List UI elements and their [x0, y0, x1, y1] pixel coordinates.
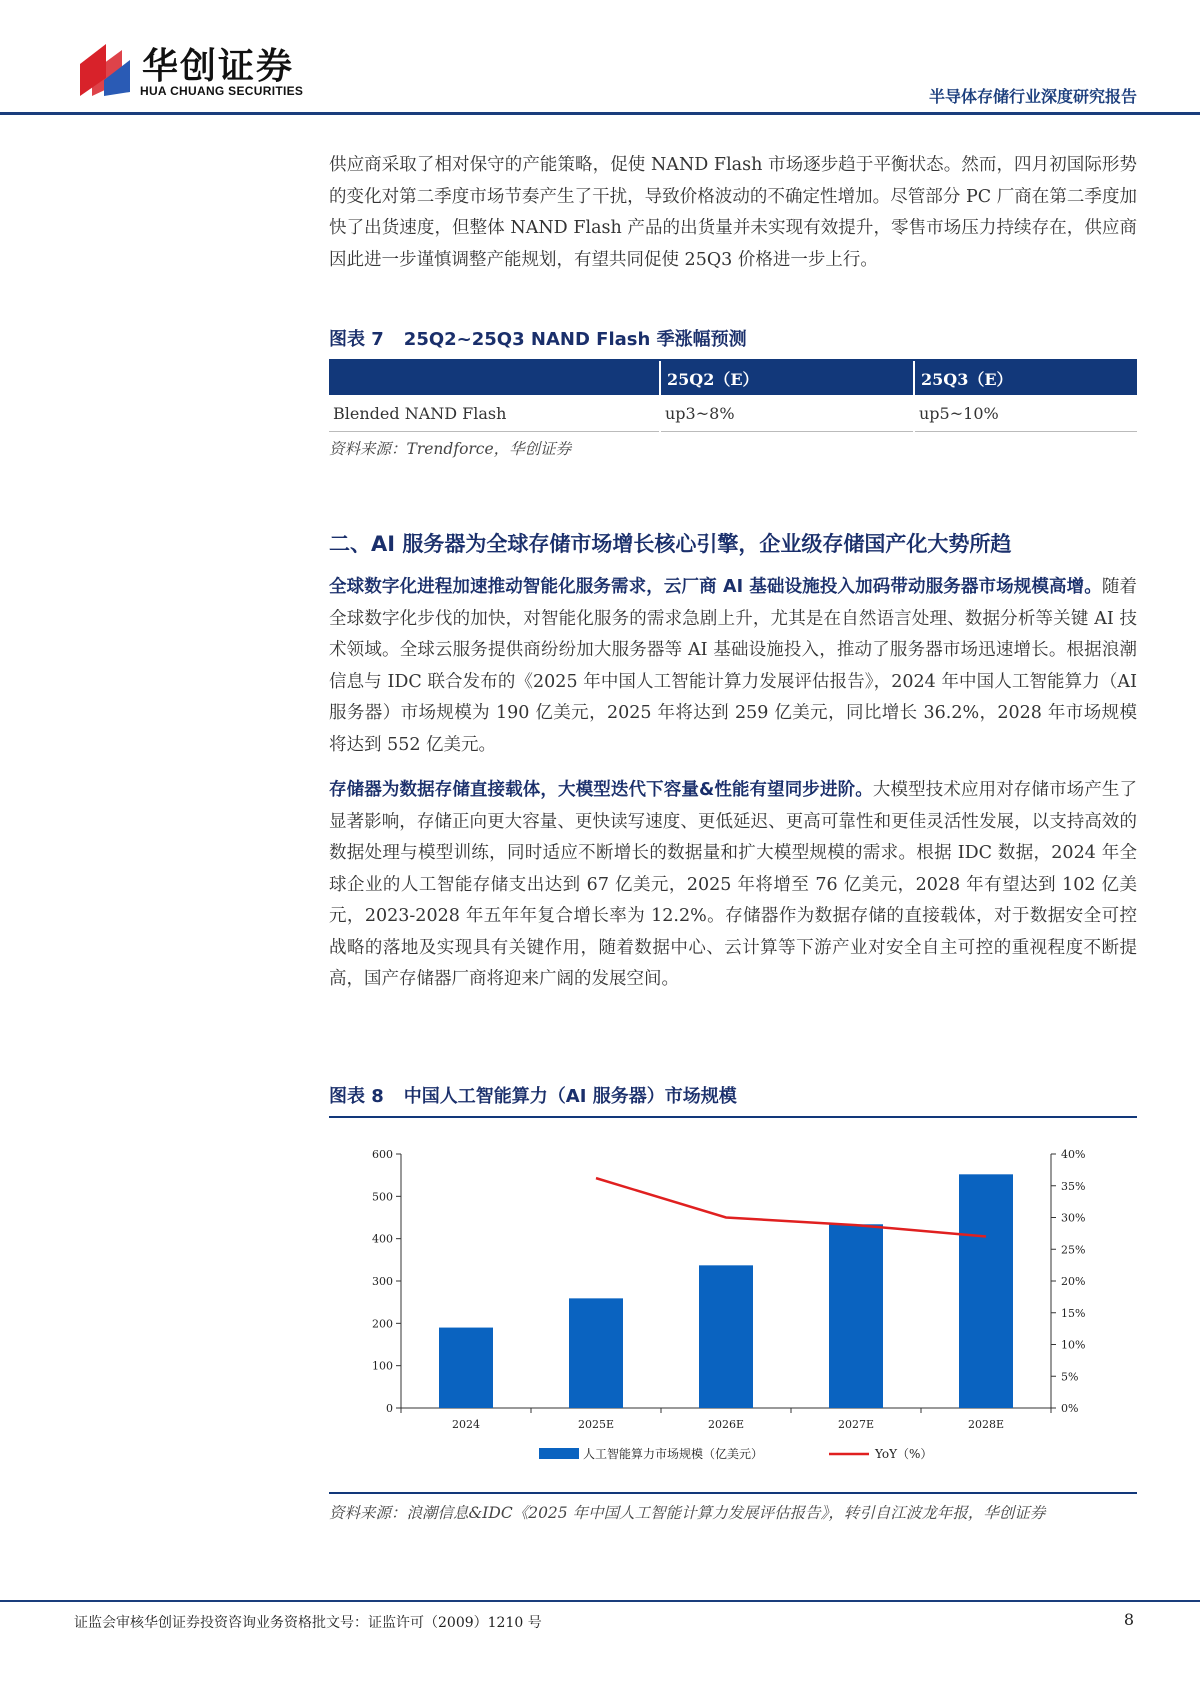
page-number: 8 [1123, 1610, 1134, 1629]
right-tick-label: 0% [1061, 1402, 1079, 1415]
right-tick-label: 20% [1061, 1275, 1086, 1288]
report-title: 半导体存储行业深度研究报告 [928, 87, 1137, 106]
left-tick-label: 400 [372, 1232, 393, 1246]
figure-7 [329, 325, 1137, 464]
paragraph-1-lead: 全球数字化进程加速推动智能化服务需求，云厂商 AI 基础设施投入加码带动服务器市场规模高增。 [329, 577, 1102, 597]
right-tick-label: 35% [1061, 1179, 1086, 1193]
logo-english-name: HUA CHUANG SECURITIES [140, 84, 304, 98]
section-heading: 二、AI 服务器为全球存储市场增长核心引擎，企业级存储国产化大势所趋 [329, 532, 1012, 556]
paragraph-2-lead: 存储器为数据存储直接载体，大模型迭代下容量&性能有望同步进阶。 [329, 780, 873, 800]
forecast-table [329, 361, 1137, 432]
right-tick-label: 40% [1061, 1148, 1086, 1161]
table-header-cell: 25Q2（E） [660, 361, 914, 395]
intro-section [329, 150, 1137, 276]
table-cell: up5~10% [914, 395, 1137, 432]
section-2-paragraph-2 [329, 775, 1137, 996]
x-tick-label: 2027E [837, 1418, 875, 1431]
bar-2026E [699, 1265, 753, 1408]
left-tick-label: 300 [372, 1275, 393, 1288]
figure-7-caption: 25Q2~25Q3 NAND Flash 季涨幅预测 [403, 329, 747, 350]
yoy-line [596, 1178, 986, 1236]
legend-label-bar: 人工智能算力市场规模（亿美元） [583, 1447, 764, 1461]
figure-8-bottom-rule [329, 1492, 1137, 1494]
section-2-paragraph-1 [329, 572, 1137, 761]
x-tick-label: 2024 [452, 1418, 480, 1431]
logo-chinese-name: 华创证券 [142, 46, 295, 87]
bar-2028E [959, 1174, 1013, 1408]
bar-2027E [829, 1224, 883, 1408]
legend-swatch-bar [539, 1448, 579, 1459]
figure-8-caption: 中国人工智能算力（AI 服务器）市场规模 [403, 1086, 737, 1107]
company-logo-icon [76, 42, 132, 98]
x-tick-label: 2028E [967, 1418, 1005, 1431]
figure-7-source: 资料来源：Trendforce，华创证券 [329, 440, 572, 458]
figure-7-number: 图表 7 [329, 329, 384, 350]
figure-8-source: 资料来源：浪潮信息&IDC《2025 年中国人工智能计算力发展评估报告》，转引自江波龙年报，华创证券 [329, 1504, 1046, 1522]
table-cell: Blended NAND Flash [329, 395, 660, 432]
table-header-row [329, 361, 1137, 395]
x-tick-label: 2026E [707, 1418, 745, 1431]
header-divider [0, 112, 1200, 115]
intro-paragraph: 供应商采取了相对保守的产能策略，促使 NAND Flash 市场逐步趋于平衡状态。然而，四月初国际形势的变化对第二季度市场节奏产生了干扰，导致价格波动的不确定性增加。尽管部分 PC 厂商在第二季度加快了出货速度，但整体 NAND Flash 产品的出货量并未实现有效提升，零售市场压力持续存在，供应商因此进一步谨慎调整产能规划，有望共同促使 25Q3 价格进一步上行。 [329, 155, 1137, 270]
table-row [329, 395, 1137, 432]
left-tick-label: 0 [386, 1402, 393, 1415]
footer-divider [0, 1600, 1200, 1602]
right-tick-label: 15% [1061, 1306, 1086, 1320]
left-tick-label: 100 [372, 1359, 393, 1373]
paragraph-2-body: 大模型技术应用对存储市场产生了显著影响，存储正向更大容量、更快读写速度、更低延迟、更高可靠性和更佳灵活性发展，以支持高效的数据处理与模型训练，同时适应不断增长的数据量和扩大模型规模的需求。根据 IDC 数据，2024 年全球企业的人工智能存储支出达到 67 亿美元，2025 年将增至 76 亿美元，2028 年有望达到 102 亿美元，2023-2028 年五年年复合增长率为 12.2%。存储器作为数据存储的直接载体，对于数据安全可控战略的落地及实现具有关键作用，随着数据中心、云计算等下游产业对安全自主可控的重视程度不断提高，国产存储器厂商将迎来广阔的发展空间。 [329, 780, 1138, 989]
footer-license-text: 证监会审核华创证券投资咨询业务资格批文号：证监许可（2009）1210 号 [74, 1615, 542, 1631]
table-header-cell: 25Q3（E） [914, 361, 1137, 395]
figure-8 [329, 1082, 1137, 1528]
left-tick-label: 500 [372, 1190, 393, 1204]
bar-2025E [569, 1298, 623, 1408]
x-tick-label: 2025E [577, 1418, 615, 1431]
right-tick-label: 30% [1061, 1211, 1086, 1225]
figure-7-title [329, 325, 1137, 351]
right-tick-label: 5% [1061, 1370, 1079, 1384]
left-tick-label: 200 [372, 1317, 393, 1331]
right-tick-label: 25% [1061, 1243, 1086, 1257]
table-header-cell [329, 361, 660, 395]
section-2 [329, 528, 1137, 996]
legend-label-line: YoY（%） [875, 1447, 933, 1461]
left-tick-label: 600 [372, 1148, 393, 1161]
paragraph-1-body: 随着全球数字化步伐的加快，对智能化服务的需求急剧上升，尤其是在自然语言处理、数据分析等关键 AI 技术领域。全球云服务提供商纷纷加大服务器等 AI 基础设施投入，推动了服务器市场迅速增长。根据浪潮信息与 IDC 联合发布的《2025 年中国人工智能计算力发展评估报告》，2024 年中国人工智能算力（AI 服务器）市场规模为 190 亿美元，2025 年将达到 259 亿美元，同比增长 36.2%，2028 年市场规模将达到 552 亿美元。 [329, 577, 1137, 755]
right-tick-label: 10% [1061, 1338, 1086, 1352]
figure-8-number: 图表 8 [329, 1086, 384, 1107]
bar-2024 [439, 1328, 493, 1408]
ai-server-market-chart [329, 1118, 1137, 1488]
table-cell: up3~8% [660, 395, 914, 432]
figure-8-title [329, 1082, 1137, 1108]
